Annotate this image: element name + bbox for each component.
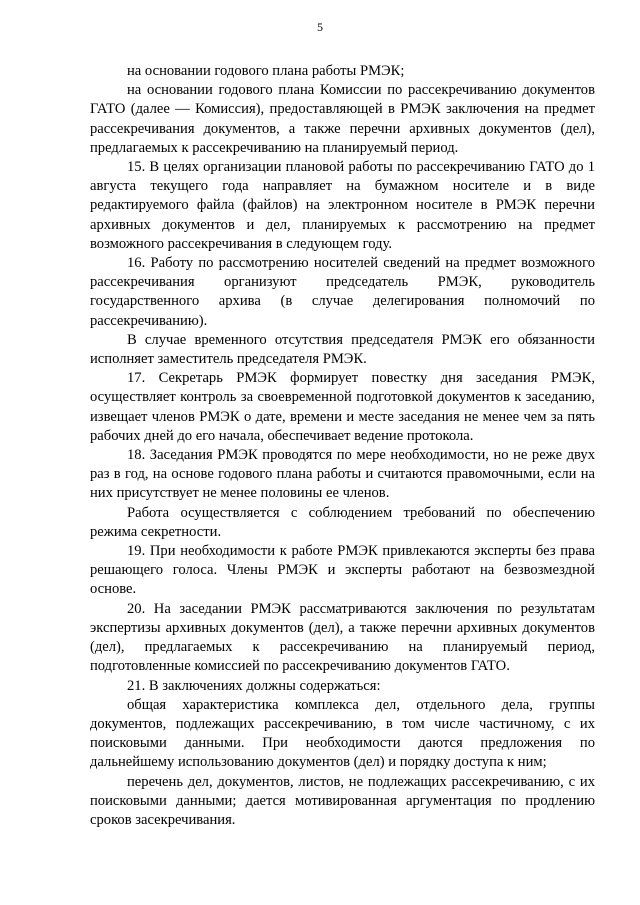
paragraph-21-list: перечень дел, документов, листов, не подлежащих рассекречиванию, с их поисковыми данными; дается мотивированная аргументация по продлению сроков засекречивания. — [90, 773, 595, 828]
paragraph-21: 21. В заключениях должны содержаться: — [127, 677, 381, 694]
paragraph-16-deputy: В случае временного отсутствия председателя РМЭК его обязанности исполняет заместитель председателя РМЭК. — [90, 331, 595, 368]
paragraph-18: 18. Заседания РМЭК проводятся по мере необходимости, но не реже двух раз в год, на основе годового плана работы и считаются правомочными, если на них присутствует не менее половины ее членов. — [90, 447, 595, 502]
paragraph-20: 20. На заседании РМЭК рассматриваются заключения по результатам экспертизы архивных документов (дел), а также перечни архивных документов (дел), предлагаемых к рассекречиванию на планируемый период, подготовленные комиссией по рассекречиванию документов ГАТО. — [90, 600, 595, 675]
paragraph-annual-plan: на основании годового плана работы РМЭК; — [127, 63, 405, 79]
paragraph-commission-plan: на основании годового плана Комиссии по рассекречиванию документов ГАТО (далее — Комиссия), предоставляющей в РМЭК заключения на предмет рассекречивания документов, а также перечни архивных документов (дел), предлагаемых к рассекречиванию на планируемый период. — [90, 82, 595, 156]
paragraph-21-general: общая характеристика комплекса дел, отдельного дела, группы документов, подлежащих рассекречиванию, в том числе частичному, с их поисковыми данными. При необходимости даются предложения по дальнейшему использованию документов (дел) и порядку доступа к ним; — [90, 696, 595, 771]
page-number: 5 — [317, 20, 323, 34]
paragraph-19: 19. При необходимости к работе РМЭК привлекаются эксперты без права решающего голоса. Члены РМЭК и эксперты работают на безвозмездной основе. — [90, 543, 595, 598]
document-body — [90, 62, 595, 830]
paragraph-18-secrecy: Работа осуществляется с соблюдением требований по обеспечению режима секретности. — [90, 504, 595, 540]
paragraph-16: 16. Работу по рассмотрению носителей сведений на предмет возможного рассекречивания организуют председатель РМЭК, руководитель государственного архива (в случае делегирования полномочий по рассекречиванию). — [90, 255, 595, 329]
paragraph-15: 15. В целях организации плановой работы по рассекречиванию ГАТО до 1 августа текущего года направляет на бумажном носителе и в виде редактируемого файла (файлов) на электронном носителе в РМЭК перечни архивных документов и дел, планируемых к рассмотрению на предмет возможного рассекречивания в следующем году. — [90, 159, 595, 252]
paragraph-17: 17. Секретарь РМЭК формирует повестку дня заседания РМЭК, осуществляет контроль за своевременной подготовкой документов к заседанию, извещает членов РМЭК о дате, времени и месте заседания не менее чем за пять рабочих дней до его начала, обеспечивает ведение протокола. — [90, 370, 595, 444]
